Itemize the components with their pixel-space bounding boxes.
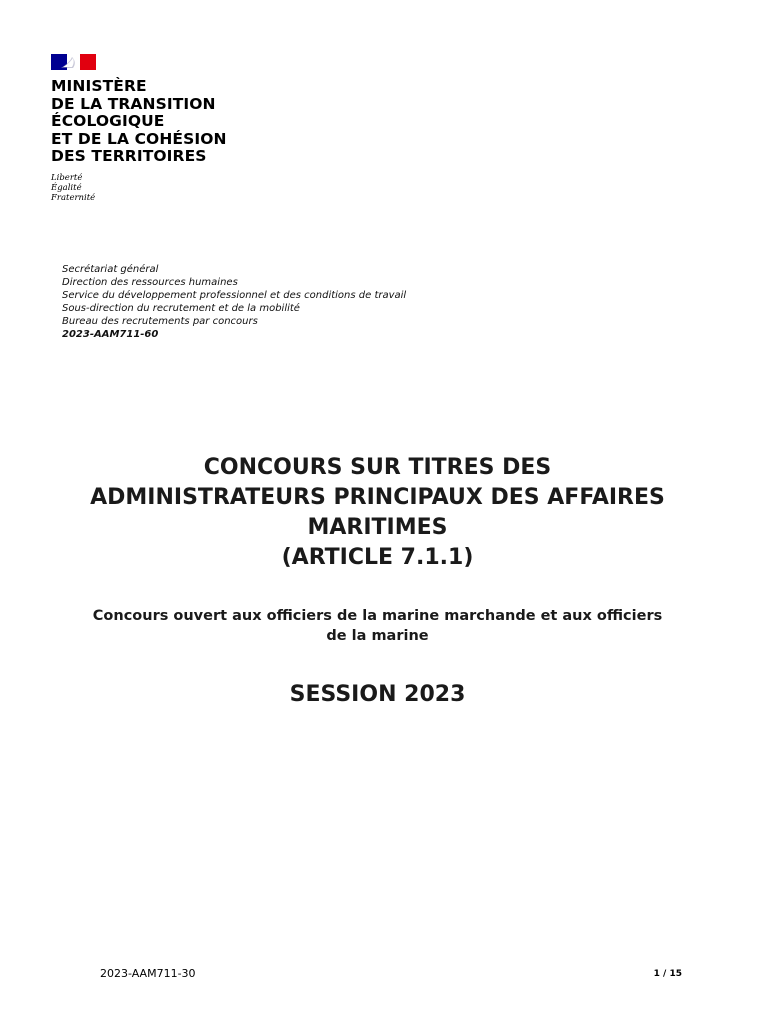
ministry-name-line-2: DE LA TRANSITION	[51, 94, 216, 113]
title-line-2: ADMINISTRATEURS PRINCIPAUX DES AFFAIRES	[90, 485, 665, 510]
title-line-1: CONCOURS SUR TITRES DES	[203, 455, 552, 480]
ministry-name-line-5: DES TERRITOIRES	[51, 147, 207, 165]
header-line-bureau: Bureau des recrutements par concours	[62, 316, 258, 327]
ministry-name-line-1: MINISTÈRE	[51, 77, 147, 95]
header-line-sous-direction: Sous-direction du recrutement et de la mobilité	[62, 303, 300, 314]
footer-reference: 2023-AAM711-30	[100, 967, 196, 980]
document-reference: 2023-AAM711-60	[62, 329, 159, 340]
page-number: 1 / 15	[653, 969, 682, 979]
title-line-3: MARITIMES	[307, 515, 448, 540]
document-title	[40, 453, 715, 573]
motto-fraternite: Fraternité	[51, 192, 96, 203]
document-subtitle	[55, 606, 700, 646]
ministry-logo	[51, 54, 311, 203]
motto-egalite: Égalité	[51, 182, 82, 193]
department-header	[62, 263, 406, 341]
motto-liberte: Liberté	[51, 172, 83, 183]
header-line-direction: Direction des ressources humaines	[62, 277, 238, 288]
ministry-name-line-4: ET DE LA COHÉSION	[51, 129, 227, 148]
title-line-4: (ARTICLE 7.1.1)	[281, 545, 474, 570]
ministry-name-line-3: ÉCOLOGIQUE	[51, 112, 165, 130]
header-line-secretariat: Secrétariat général	[62, 264, 159, 275]
subtitle-line-1: Concours ouvert aux officiers de la marine marchande et aux officiers	[92, 608, 663, 624]
session-heading: SESSION 2023	[289, 682, 466, 707]
marianne-flag-icon	[51, 54, 96, 70]
subtitle-line-2: de la marine	[326, 628, 429, 644]
republic-motto	[51, 173, 311, 203]
ministry-name	[51, 78, 311, 166]
header-line-service: Service du développement professionnel et des conditions de travail	[62, 290, 407, 301]
